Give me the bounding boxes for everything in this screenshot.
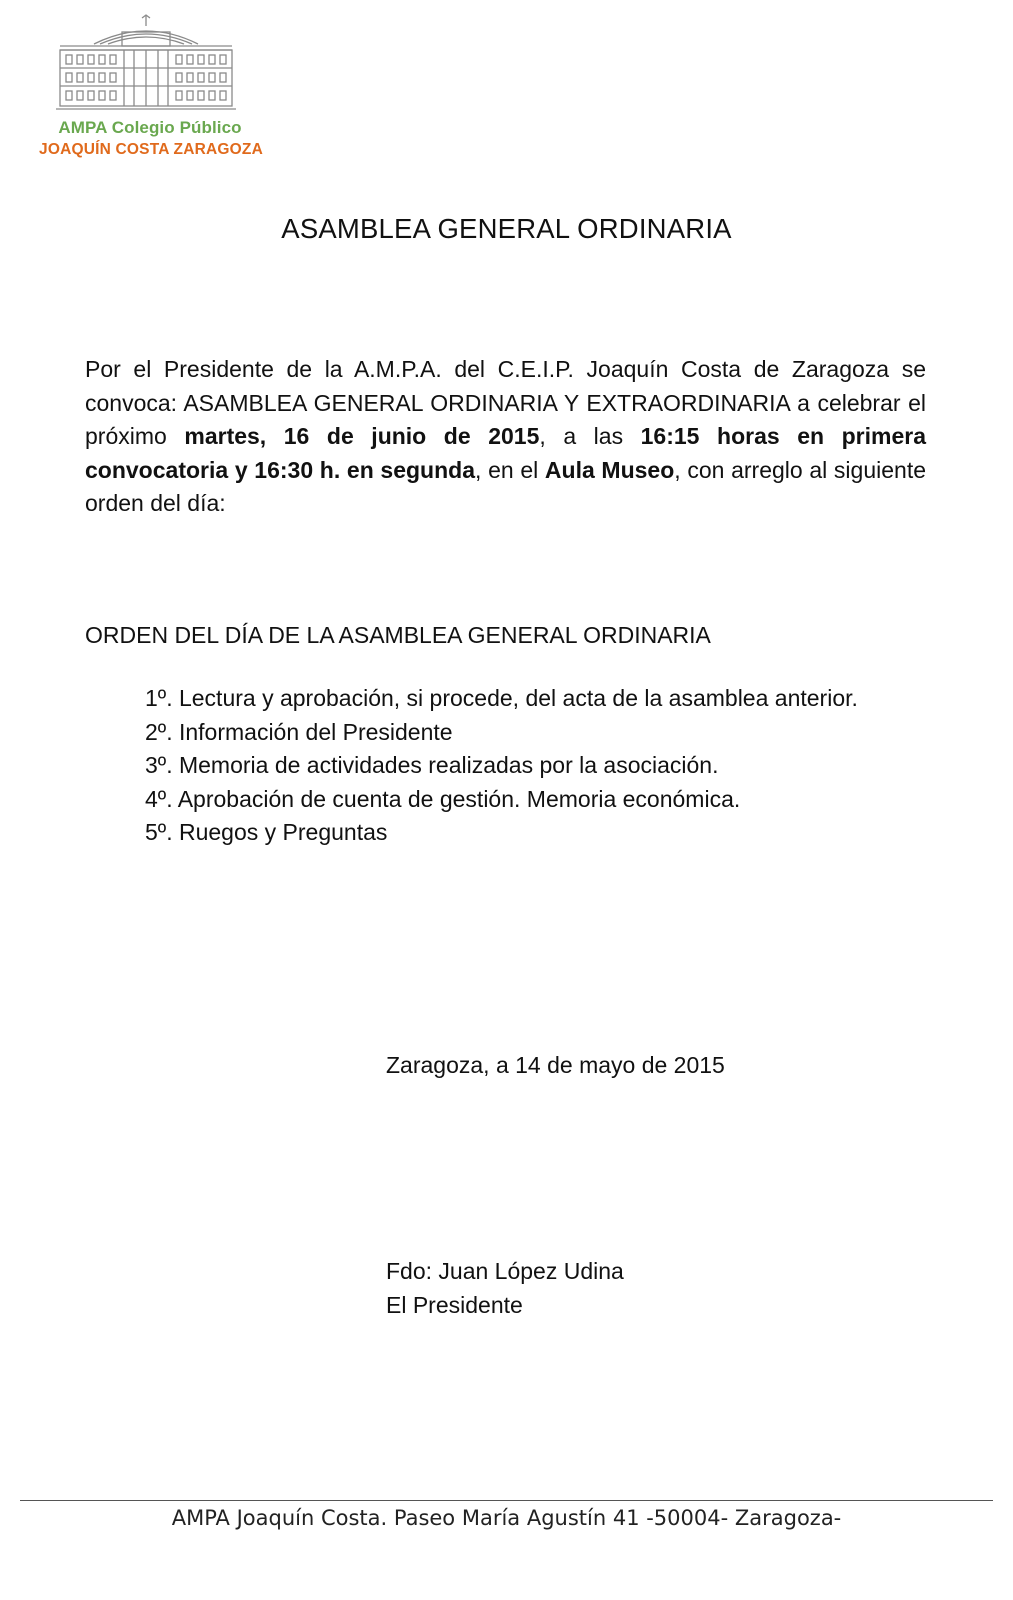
agenda-item: 3º. Memoria de actividades realizadas por la asociación. [145, 752, 719, 778]
signature-role: El Presidente [386, 1292, 523, 1318]
logo [28, 14, 263, 164]
footer-address: AMPA Joaquín Costa. Paseo María Agustín 41 -50004- Zaragoza- [171, 1506, 842, 1530]
agenda-item: 2º. Información del Presidente [145, 718, 453, 745]
agenda-heading: ORDEN DEL DÍA DE LA ASAMBLEA GENERAL ORDINARIA [85, 622, 711, 648]
convocation-paragraph [85, 353, 926, 521]
intro-text-3: , en el [475, 456, 545, 483]
intro-text-1: Por el Presidente de la A.M.P.A. del C.E.I.P. Joaquín Costa de Zaragoza se convoca: ASAMBLEA GENERAL ORDINARIA Y EXTRAORDINARIA a celebrar el próximo [85, 356, 926, 449]
meeting-place: Aula Museo [544, 456, 675, 483]
signature-name: Fdo: Juan López Udina [386, 1258, 624, 1284]
school-building-icon [56, 14, 236, 114]
logo-text-ampa: AMPA Colegio Público [58, 118, 242, 137]
agenda-item: 5º. Ruegos y Preguntas [145, 819, 388, 845]
logo-text-school: JOAQUÍN COSTA ZARAGOZA [39, 141, 263, 158]
document-title: ASAMBLEA GENERAL ORDINARIA [281, 213, 732, 244]
agenda-list [145, 682, 926, 850]
signature-block [386, 1254, 624, 1322]
agenda-item: 4º. Aprobación de cuenta de gestión. Memoria económica. [145, 785, 741, 812]
intro-text-4: , con arreglo al siguiente orden del día: [85, 456, 926, 516]
agenda-item: 1º. Lectura y aprobación, si procede, del acta de la asamblea anterior. [145, 685, 858, 711]
footer-divider [20, 1500, 993, 1501]
place-date: Zaragoza, a 14 de mayo de 2015 [386, 1052, 725, 1078]
meeting-date: martes, 16 de junio de 2015 [184, 423, 540, 449]
intro-text-2: , a las [539, 423, 641, 449]
meeting-time: 16:15 horas en primera convocatoria y 16:30 h. en segunda [85, 423, 926, 483]
